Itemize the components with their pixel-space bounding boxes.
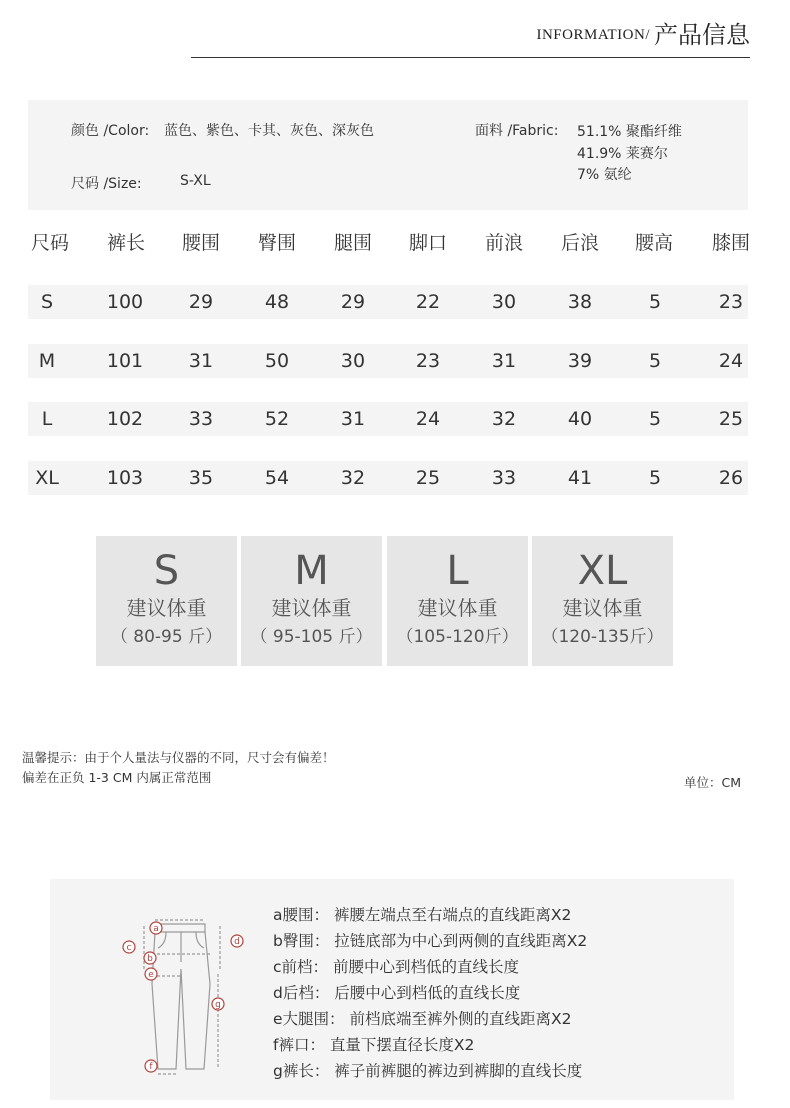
weight-card-size: XL xyxy=(577,548,628,594)
table-cell: 100 xyxy=(106,291,144,313)
weight-card-size: S xyxy=(153,548,180,594)
table-row xyxy=(28,461,748,495)
table-cell: 23 xyxy=(718,291,744,313)
table-cell: 54 xyxy=(264,467,290,489)
weight-card-l xyxy=(387,536,528,666)
table-cell: 103 xyxy=(106,467,144,489)
fabric-value-3: 7% 氨纶 xyxy=(577,167,632,183)
table-cell: 22 xyxy=(415,291,441,313)
table-cell: 41 xyxy=(567,467,593,489)
table-cell: 38 xyxy=(567,291,593,313)
color-value: 蓝色、紫色、卡其、灰色、深灰色 xyxy=(164,123,374,139)
section-header xyxy=(536,16,750,50)
table-cell: 39 xyxy=(567,350,593,372)
table-cell: XL xyxy=(35,467,59,489)
table-row xyxy=(28,344,748,378)
tip-deviation: 偏差在正负 1-3 CM 内属正常范围 xyxy=(22,770,212,785)
size-table-header xyxy=(20,226,750,260)
measure-line-g: g裤长： 裤子前裤腿的裤边到裤脚的直线长度 xyxy=(273,1062,583,1080)
weight-card-range: （ 80-95 斤） xyxy=(110,627,223,647)
table-header-cell: 膝围 xyxy=(711,232,751,254)
marker-f-letter: f xyxy=(149,1062,153,1072)
table-cell: 50 xyxy=(264,350,290,372)
weight-card-m xyxy=(241,536,382,666)
table-cell: 31 xyxy=(188,350,214,372)
measure-line-e: e大腿围： 前档底端至裤外侧的直线距离X2 xyxy=(273,1010,572,1028)
marker-e-letter: e xyxy=(148,970,154,980)
table-cell: 32 xyxy=(491,408,517,430)
table-header-cell: 脚口 xyxy=(408,232,448,254)
table-header-cell: 腰围 xyxy=(181,232,221,254)
weight-card-label: 建议体重 xyxy=(417,596,498,620)
pants-diagram xyxy=(108,914,258,1082)
header-chinese: 产品信息 xyxy=(654,21,750,49)
table-cell: 26 xyxy=(718,467,744,489)
table-cell: 33 xyxy=(188,408,214,430)
fabric-label: 面料 /Fabric: xyxy=(475,123,559,139)
size-label: 尺码 /Size: xyxy=(71,176,142,192)
table-row xyxy=(28,402,748,436)
table-cell: 35 xyxy=(188,467,214,489)
table-cell: 5 xyxy=(648,291,662,313)
measure-line-a: a腰围： 裤腰左端点至右端点的直线距离X2 xyxy=(273,906,572,924)
table-cell: 24 xyxy=(718,350,744,372)
table-cell: 25 xyxy=(415,467,441,489)
table-cell: 30 xyxy=(491,291,517,313)
weight-card-xl xyxy=(532,536,673,666)
table-header-cell: 前浪 xyxy=(484,232,524,254)
weight-card-range: （ 95-105 斤） xyxy=(250,627,373,647)
weight-card-s xyxy=(96,536,237,666)
unit-label: 单位：CM xyxy=(684,775,742,790)
marker-a-letter: a xyxy=(153,924,159,934)
table-row xyxy=(28,285,748,319)
measure-line-b: b臀围： 拉链底部为中心到两侧的直线距离X2 xyxy=(273,932,588,950)
header-english: INFORMATION/ xyxy=(536,27,650,43)
measure-line-c: c前档： 前腰中心到档低的直线长度 xyxy=(273,958,519,976)
header-divider xyxy=(191,57,750,58)
weight-card-size: L xyxy=(446,548,469,594)
table-cell: 48 xyxy=(264,291,290,313)
measure-line-d: d后档： 后腰中心到档低的直线长度 xyxy=(273,984,521,1002)
size-value: S-XL xyxy=(180,173,211,189)
table-cell: S xyxy=(40,291,54,313)
marker-d-letter: d xyxy=(234,937,240,947)
weight-card-range: （105-120斤） xyxy=(396,627,519,647)
table-cell: 30 xyxy=(340,350,366,372)
weight-card-label: 建议体重 xyxy=(271,596,352,620)
weight-card-size: M xyxy=(294,548,329,594)
table-cell: 25 xyxy=(718,408,744,430)
table-cell: 40 xyxy=(567,408,593,430)
table-cell: 31 xyxy=(491,350,517,372)
product-info-box xyxy=(28,100,748,210)
table-cell: M xyxy=(38,350,56,372)
table-cell: 101 xyxy=(106,350,144,372)
fabric-value-2: 41.9% 莱赛尔 xyxy=(577,146,668,162)
tip-measurement: 温馨提示：由于个人量法与仪器的不同，尺寸会有偏差！ xyxy=(22,750,335,765)
marker-g-letter: g xyxy=(215,1000,221,1010)
weight-card-label: 建议体重 xyxy=(126,596,207,620)
table-cell: 5 xyxy=(648,408,662,430)
table-cell: 23 xyxy=(415,350,441,372)
table-cell: 31 xyxy=(340,408,366,430)
marker-b-letter: b xyxy=(147,954,153,964)
table-cell: 32 xyxy=(340,467,366,489)
marker-c-letter: c xyxy=(126,943,132,953)
table-header-cell: 裤长 xyxy=(106,232,146,254)
weight-card-label: 建议体重 xyxy=(562,596,643,620)
table-cell: 5 xyxy=(648,350,662,372)
color-label: 颜色 /Color: xyxy=(71,123,150,139)
table-header-cell: 臀围 xyxy=(257,232,297,254)
table-header-cell: 腿围 xyxy=(333,232,373,254)
table-cell: 24 xyxy=(415,408,441,430)
weight-card-range: （120-135斤） xyxy=(541,627,664,647)
table-cell: 52 xyxy=(264,408,290,430)
table-header-cell: 腰高 xyxy=(634,232,674,254)
table-cell: 29 xyxy=(188,291,214,313)
table-cell: 29 xyxy=(340,291,366,313)
table-cell: 33 xyxy=(491,467,517,489)
table-cell: L xyxy=(41,408,53,430)
table-header-cell: 后浪 xyxy=(560,232,600,254)
measure-line-f: f裤口： 直量下摆直径长度X2 xyxy=(273,1036,475,1054)
fabric-value-1: 51.1% 聚酯纤维 xyxy=(577,124,682,140)
table-cell: 5 xyxy=(648,467,662,489)
table-cell: 102 xyxy=(106,408,144,430)
table-header-cell: 尺码 xyxy=(30,232,70,254)
